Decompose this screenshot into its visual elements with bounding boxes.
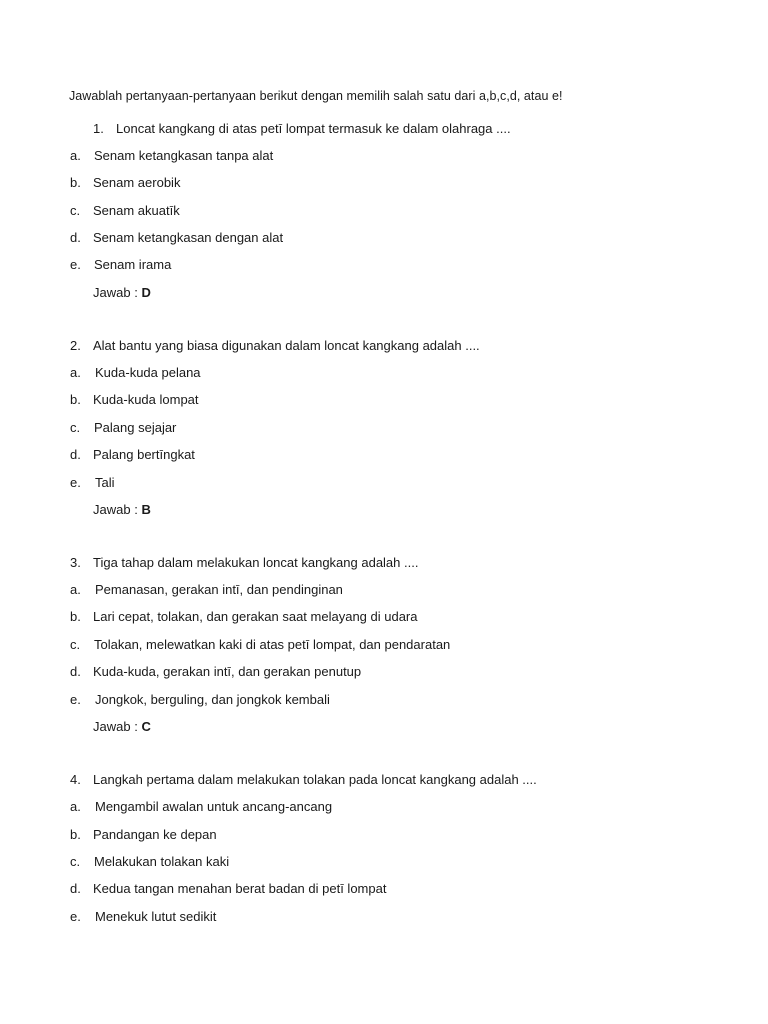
option-3b [70, 609, 418, 624]
option-text: Palang bertīngkat [93, 447, 195, 462]
option-text: Senam aerobik [93, 175, 181, 190]
option-letter: c. [70, 420, 81, 435]
option-4a [70, 799, 332, 814]
question-text: Tiga tahap dalam melakukan loncat kangkang adalah .... [93, 555, 419, 570]
option-text: Kuda-kuda pelana [95, 365, 201, 380]
option-text: Kuda-kuda lompat [93, 392, 199, 407]
option-text: Senam ketangkasan dengan alat [93, 230, 284, 245]
option-text: Menekuk lutut sedikit [95, 909, 217, 924]
answer-label: Jawab : [93, 285, 138, 300]
option-2d [70, 447, 195, 462]
option-4c [70, 854, 229, 869]
option-letter: e. [70, 692, 81, 707]
option-letter: c. [70, 203, 81, 218]
question-text: Loncat kangkang di atas petī lompat termasuk ke dalam olahraga .... [116, 121, 511, 136]
option-letter: a. [70, 148, 81, 163]
option-1b [70, 175, 180, 190]
option-letter: c. [70, 637, 81, 652]
option-letter: d. [70, 447, 81, 462]
option-letter: d. [70, 664, 81, 679]
option-text: Kedua tangan menahan berat badan di petī lompat [93, 881, 387, 896]
option-3c [70, 637, 450, 652]
option-letter: d. [70, 230, 81, 245]
answer-label: Jawab : [93, 719, 138, 734]
option-letter: a. [70, 799, 81, 814]
option-2c [70, 420, 176, 435]
answer-label: Jawab : [93, 502, 138, 517]
option-letter: e. [70, 257, 81, 272]
option-text: Jongkok, berguling, dan jongkok kembali [95, 692, 330, 707]
question-text: Langkah pertama dalam melakukan tolakan pada loncat kangkang adalah .... [93, 772, 537, 787]
option-text: Senam akuatīk [93, 203, 180, 218]
question-number: 3. [70, 555, 81, 570]
option-text: Tolakan, melewatkan kaki di atas petī lompat, dan pendaratan [94, 637, 451, 652]
option-text: Mengambil awalan untuk ancang-ancang [95, 799, 333, 814]
option-4b [70, 827, 217, 842]
option-1d [70, 230, 283, 245]
option-letter: b. [70, 392, 81, 407]
option-letter: a. [70, 582, 81, 597]
option-letter: d. [70, 881, 81, 896]
answer-1 [93, 285, 151, 300]
option-3a [70, 582, 343, 597]
option-text: Senam irama [94, 257, 172, 272]
option-letter: b. [70, 827, 81, 842]
question-number: 2. [70, 338, 81, 353]
option-letter: b. [70, 609, 81, 624]
option-text: Tali [95, 475, 115, 490]
question-1 [93, 121, 511, 136]
option-2b [70, 392, 199, 407]
question-number: 4. [70, 772, 81, 787]
question-2 [70, 338, 480, 353]
option-text: Palang sejajar [94, 420, 177, 435]
answer-key: D [141, 285, 151, 300]
answer-key: C [141, 719, 151, 734]
option-text: Lari cepat, tolakan, dan gerakan saat melayang di udara [93, 609, 418, 624]
answer-key: B [141, 502, 151, 517]
question-4 [70, 772, 537, 787]
option-text: Senam ketangkasan tanpa alat [94, 148, 274, 163]
option-letter: a. [70, 365, 81, 380]
option-text: Melakukan tolakan kaki [94, 854, 230, 869]
option-1c [70, 203, 180, 218]
answer-2 [93, 502, 151, 517]
option-letter: e. [70, 909, 81, 924]
option-1a [70, 148, 273, 163]
option-text: Pemanasan, gerakan intī, dan pendinginan [95, 582, 343, 597]
option-letter: e. [70, 475, 81, 490]
option-3d [70, 664, 361, 679]
question-text: Alat bantu yang biasa digunakan dalam loncat kangkang adalah .... [93, 338, 480, 353]
answer-3 [93, 719, 151, 734]
option-text: Kuda-kuda, gerakan intī, dan gerakan penutup [93, 664, 362, 679]
question-number: 1. [93, 121, 104, 136]
option-3e [70, 692, 330, 707]
option-2a [70, 365, 201, 380]
option-4e [70, 909, 216, 924]
option-1e [70, 257, 171, 272]
option-letter: b. [70, 175, 81, 190]
option-4d [70, 881, 386, 896]
option-text: Pandangan ke depan [93, 827, 217, 842]
instruction-text: Jawablah pertanyaan-pertanyaan berikut dengan memilih salah satu dari a,b,c,d, atau e! [69, 89, 563, 103]
option-2e [70, 475, 115, 490]
option-letter: c. [70, 854, 81, 869]
question-3 [70, 555, 418, 570]
